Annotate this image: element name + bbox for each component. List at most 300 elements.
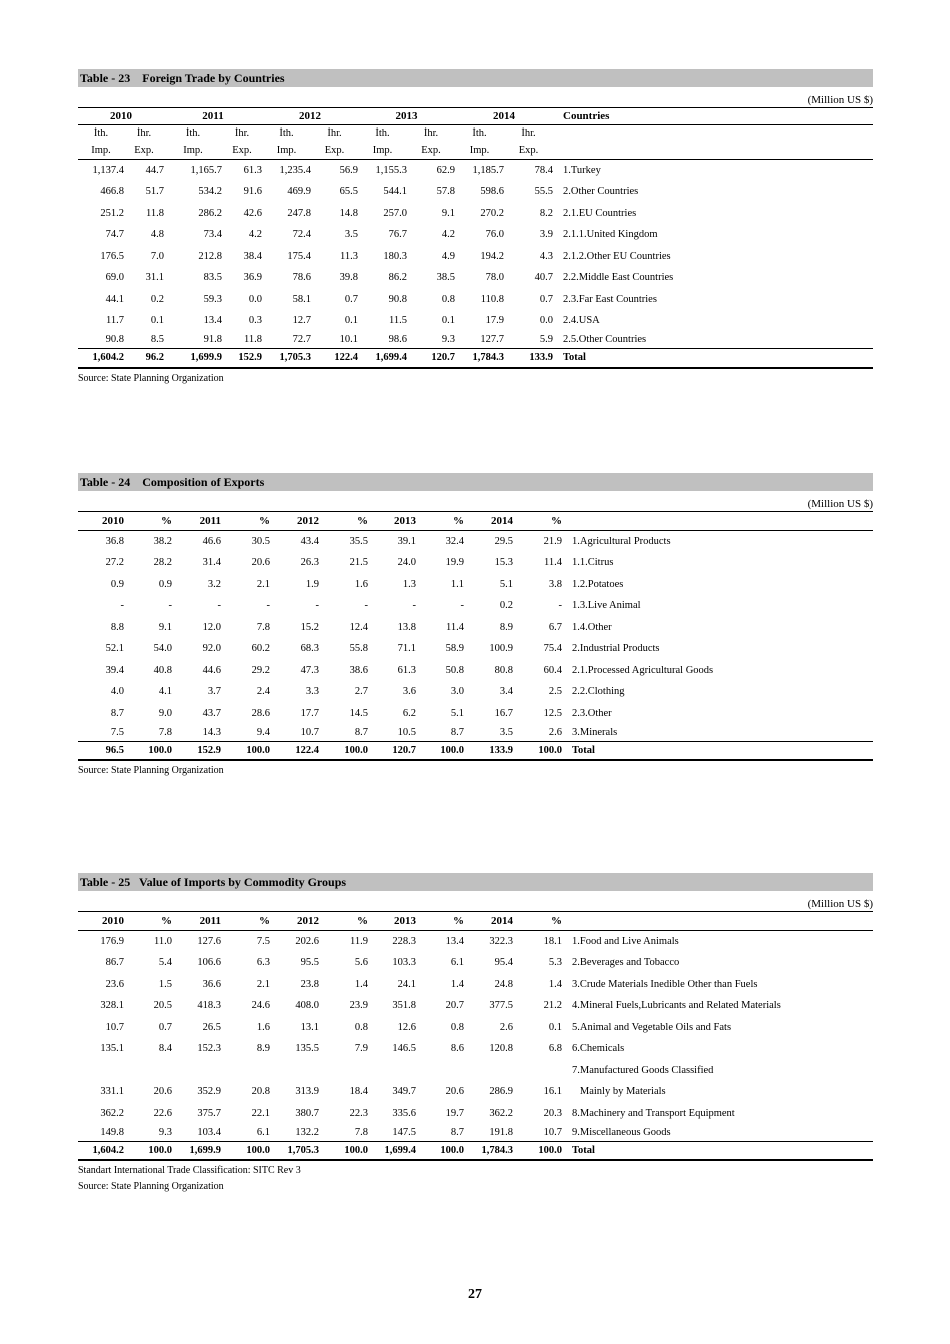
table-cell: 28.6 [251,707,270,719]
table-cell: 40.7 [534,272,553,284]
table-cell: 6.1 [256,1126,270,1138]
table-cell: 47.3 [300,664,319,676]
column-header: % [161,515,172,527]
table-row [78,638,873,660]
page-number: 27 [468,1287,482,1302]
table-cell: 11.9 [350,936,368,947]
table-cell: 127.6 [197,936,221,947]
row-label: 8.Machinery and Transport Equipment [572,1107,735,1119]
table-cell: 0.1 [441,315,455,327]
table-cell: 251.2 [100,207,124,219]
table-cell [368,1060,416,1082]
table-cell: 418.3 [197,1000,221,1012]
column-header: % [551,915,562,927]
table-cell: 10.7 [105,1021,124,1033]
table-cell: 7.5 [256,936,270,947]
sub-header: Exp. [421,144,441,156]
table-cell: 11.4 [446,621,464,633]
table-cell: 4.2 [441,229,455,241]
table-cell: 44.6 [202,664,221,676]
row-label: 2.1.Processed Agricultural Goods [572,664,714,676]
table-cell: 9.3 [441,334,455,346]
table-cell: 32.4 [445,536,464,547]
year-header: 2014 [455,108,553,125]
total-cell: 100.0 [538,744,562,756]
table-row [78,246,873,268]
table-cell: 54.0 [153,643,172,655]
total-row [78,741,873,760]
column-header: 2011 [199,515,221,527]
countries-header: Countries [553,108,873,125]
table-cell: 59.3 [203,293,222,305]
row-label: 2.Industrial Products [572,643,660,655]
row-label: 7.Manufactured Goods Classified [572,1064,714,1076]
sub-header: Exp. [324,144,345,156]
table-cell: 24.1 [397,978,416,990]
table-cell: 86.7 [105,957,124,969]
table-cell: 6.8 [548,1043,562,1055]
sub-header: Imp. [276,144,297,156]
row-label: 1.3.Live Animal [572,600,641,612]
table-cell: 286.2 [198,207,222,219]
table-cell: 180.3 [383,250,407,262]
table-cell: 10.1 [339,334,358,346]
table-cell: - [460,600,464,612]
table-cell: 103.3 [392,957,416,969]
column-header: 2013 [394,915,416,927]
table-row [78,681,873,703]
table-24-unit: (Million US $) [807,498,873,510]
total-cell: 1,784.3 [472,352,504,364]
table-cell: 95.5 [300,957,319,969]
total-cell: 100.0 [538,1144,562,1156]
row-label: 2.5.Other Countries [563,334,647,346]
table-cell: 21.2 [543,1000,562,1012]
table-cell: 2.6 [548,726,562,738]
table-cell: 71.1 [397,643,416,655]
table-cell: 0.8 [354,1021,368,1033]
table-25-source: Source: State Planning Organization [78,1181,224,1192]
table-cell: 4.8 [150,229,164,241]
table-cell: 9.1 [158,621,172,633]
table-cell: 5.6 [354,957,368,969]
table-cell: 3.5 [499,726,513,738]
table-cell [172,1060,221,1082]
row-label: 2.Other Countries [563,186,639,198]
table-cell: - [364,600,368,612]
table-cell: 352.9 [197,1086,221,1098]
table-24-source: Source: State Planning Organization [78,765,224,776]
table-cell: 135.1 [100,1043,124,1055]
table-24 [78,511,873,761]
table-25 [78,911,873,1161]
table-cell: 51.7 [145,186,164,198]
table-cell: 18.4 [349,1086,368,1098]
row-label: 2.1.EU Countries [563,207,637,219]
table-cell: 0.1 [548,1021,562,1033]
table-cell: 16.1 [543,1086,562,1098]
table-cell: 15.2 [300,621,319,633]
row-label: 2.Beverages and Tobacco [572,957,680,969]
table-cell: 2.1 [256,578,270,590]
table-cell: 1,137.4 [92,165,124,176]
table-cell: 12.0 [202,621,221,633]
total-cell: 1,705.3 [287,1144,319,1156]
table-cell: 14.5 [349,707,368,719]
row-label: 2.3.Other [572,707,612,719]
table-cell: 146.5 [392,1043,416,1055]
sub-header: Imp. [469,144,490,156]
column-header: % [453,915,464,927]
sub-header: İth. [279,127,294,139]
column-header: 2012 [297,915,319,927]
table-row [78,1081,873,1103]
table-cell: 95.4 [494,957,513,969]
table-cell: 38.6 [349,664,368,676]
table-cell: 2.1 [256,978,270,990]
table-cell: 12.6 [397,1021,416,1033]
row-label: 1.2.Potatoes [572,578,624,590]
table-row [78,931,873,953]
row-label: 2.3.Far East Countries [563,293,657,305]
table-cell [319,1060,368,1082]
total-cell: 133.9 [489,744,513,756]
table-cell: 9.1 [441,207,455,219]
table-cell: 24.6 [251,1000,270,1012]
total-label: Total [572,1144,595,1156]
table-cell: 5.1 [450,707,464,719]
table-cell: 331.1 [100,1086,124,1098]
table-cell: 3.5 [344,229,358,241]
total-label: Total [572,744,595,756]
table-cell: - [266,600,270,612]
table-cell: 58.1 [292,293,311,305]
table-cell: 11.8 [244,334,262,346]
total-cell: 1,784.3 [481,1144,513,1156]
total-cell: 120.7 [431,352,455,364]
table-23-year-header [78,108,873,125]
sub-header: İhr. [136,127,152,139]
table-cell: 1.4 [548,978,562,990]
table-cell: 127.7 [480,334,504,346]
total-label: Total [563,352,586,364]
table-cell: 43.4 [300,536,319,547]
table-cell: 466.8 [100,186,124,198]
table-row [78,332,873,349]
table-cell: 0.2 [150,293,164,305]
table-cell: - [315,600,319,612]
table-cell: 75.4 [543,643,562,655]
table-cell: 68.3 [300,643,319,655]
table-cell: 1.6 [354,578,368,590]
table-cell: 90.8 [105,334,124,346]
table-cell: 7.8 [354,1126,368,1138]
table-cell: 194.2 [480,250,504,262]
table-cell: 20.6 [445,1086,464,1098]
table-cell: 4.3 [539,250,553,262]
total-cell: 1,699.9 [190,352,222,364]
table-cell: 1,235.4 [279,165,311,176]
table-cell: 8.9 [499,621,513,633]
table-cell: 380.7 [295,1107,319,1119]
table-cell: 0.9 [110,578,124,590]
table-23-title: Table - 23 Foreign Trade by Countries [78,69,873,87]
table-row [78,552,873,574]
year-header: 2012 [262,108,358,125]
table-cell: 38.4 [243,250,262,262]
table-cell: 38.2 [153,536,172,547]
table-cell: 8.7 [450,726,464,738]
table-row [78,1017,873,1039]
table-23-source: Source: State Planning Organization [78,372,224,384]
table-cell [124,1060,172,1082]
table-row [78,1124,873,1141]
table-cell: 228.3 [392,936,416,947]
column-header: 2011 [199,915,221,927]
total-cell: 1,699.4 [384,1144,416,1156]
table-row [78,724,873,741]
sub-header: Exp. [518,144,539,156]
total-cell: 96.2 [145,352,164,364]
table-cell: 335.6 [392,1107,416,1119]
column-header: 2014 [491,515,513,527]
table-cell: 349.7 [392,1086,416,1098]
table-cell: 6.1 [450,957,464,969]
table-cell: 23.6 [105,978,124,990]
table-cell: - [120,600,124,612]
row-label: 2.4.USA [563,315,600,327]
table-cell: 351.8 [392,1000,416,1012]
column-header: % [357,915,368,927]
table-cell: 72.7 [292,334,311,346]
table-cell: - [168,600,172,612]
table-cell: 7.9 [354,1043,368,1055]
table-row [78,660,873,682]
table-cell: 13.8 [397,621,416,633]
total-row [78,349,873,368]
table-cell: 7.8 [256,621,270,633]
total-cell: 1,705.3 [279,352,311,364]
table-cell: 42.6 [243,207,262,219]
year-header: 2011 [164,108,262,125]
table-cell: 176.9 [100,936,124,947]
table-cell: 92.0 [202,643,221,655]
table-cell: 8.6 [450,1043,464,1055]
total-cell: 96.5 [105,744,124,756]
row-label: 1.Turkey [563,165,601,176]
table-cell: 8.7 [450,1126,464,1138]
table-cell: 20.8 [251,1086,270,1098]
table-23 [78,107,873,369]
sub-header: Imp. [372,144,393,156]
table-cell: 11.8 [146,207,164,219]
table-cell: 1.4 [450,978,464,990]
table-cell: 322.3 [489,936,513,947]
table-cell: 1.4 [354,978,368,990]
table-cell: 29.5 [494,536,513,547]
table-cell: 30.5 [251,536,270,547]
total-cell: 152.9 [197,744,221,756]
table-cell: 40.8 [153,664,172,676]
total-cell: 1,699.4 [375,352,407,364]
column-header: 2010 [102,515,124,527]
table-cell: 3.0 [450,686,464,698]
row-label: 2.1.1.United Kingdom [563,229,658,241]
table-row [78,289,873,311]
table-cell: 103.4 [197,1126,221,1138]
sub-header: İhr. [234,127,250,139]
table-cell: 106.6 [197,957,221,969]
table-cell [221,1060,270,1082]
sub-header: İth. [185,127,201,139]
table-cell: 7.5 [110,726,124,738]
table-cell: 149.8 [100,1126,124,1138]
table-cell: 24.8 [494,978,513,990]
table-cell: 90.8 [388,293,407,305]
table-cell: 9.0 [158,707,172,719]
total-cell: 100.0 [440,744,464,756]
table-cell: 78.0 [485,272,504,284]
table-cell: 39.1 [397,536,416,547]
table-cell: 152.3 [197,1043,221,1055]
table-cell: 91.6 [243,186,262,198]
table-cell [78,1060,124,1082]
table-25-unit: (Million US $) [807,898,873,910]
sub-header: İth. [472,127,487,139]
row-label: Mainly by Materials [572,1086,666,1098]
table-cell: 18.1 [543,936,562,947]
table-cell: 7.0 [150,250,164,262]
table-cell: 469.9 [287,186,311,198]
table-cell: 17.9 [485,315,504,327]
total-cell: 100.0 [344,1144,368,1156]
table-cell: 36.8 [105,536,124,547]
total-cell: 133.9 [529,352,553,364]
row-label: 1.4.Other [572,621,612,633]
table-cell: 191.8 [489,1126,513,1138]
table-cell: 0.8 [450,1021,464,1033]
table-cell: 17.7 [300,707,319,719]
total-cell: 152.9 [238,352,262,364]
table-cell: 135.5 [295,1043,319,1055]
table-cell: 83.5 [203,272,222,284]
table-24-header [78,512,873,531]
table-cell: 0.3 [248,315,262,327]
table-cell: 29.2 [251,664,270,676]
table-cell: 1,155.3 [375,165,407,176]
table-cell: 3.9 [539,229,553,241]
table-cell: 58.9 [445,643,464,655]
table-cell: 13.4 [445,936,464,947]
row-label: 3.Minerals [572,726,618,738]
table-row [78,1060,873,1082]
table-cell: 544.1 [383,186,407,198]
table-cell: 98.6 [388,334,407,346]
table-cell: 28.2 [153,557,172,569]
table-cell: 8.7 [354,726,368,738]
column-header: % [453,515,464,527]
table-cell: 6.2 [402,707,416,719]
table-cell: 1.3 [402,578,416,590]
table-cell: 0.9 [158,578,172,590]
table-cell: 43.7 [202,707,221,719]
table-cell: 5.9 [539,334,553,346]
table-row [78,974,873,996]
total-cell: 120.7 [392,744,416,756]
table-cell: 69.0 [105,272,124,284]
table-cell: 2.4 [256,686,270,698]
table-cell: 35.5 [349,536,368,547]
table-cell: 65.5 [339,186,358,198]
column-header: 2013 [394,515,416,527]
column-header: % [259,915,270,927]
row-label: 4.Mineral Fuels,Lubricants and Related Materials [572,1000,781,1012]
table-cell: 39.8 [339,272,358,284]
sub-header: Imp. [91,144,111,156]
row-label: 3.Crude Materials Inedible Other than Fuels [572,978,758,990]
table-cell [270,1060,319,1082]
table-cell: 362.2 [489,1107,513,1119]
table-cell: 8.9 [256,1043,270,1055]
table-row [78,595,873,617]
table-cell: 20.7 [445,1000,464,1012]
table-cell: 313.9 [295,1086,319,1098]
table-cell: 377.5 [489,1000,513,1012]
total-cell: 122.4 [295,744,319,756]
table-cell: 76.7 [388,229,407,241]
table-cell: 73.4 [203,229,222,241]
total-cell: 100.0 [148,1144,172,1156]
row-label: 1.Agricultural Products [572,536,671,547]
sub-header: İth. [375,127,390,139]
row-label: 2.2.Clothing [572,686,625,698]
table-cell: 6.7 [548,621,562,633]
sub-header: İth. [93,127,109,139]
table-cell: 3.3 [305,686,319,698]
total-cell: 100.0 [440,1144,464,1156]
table-cell: 1.9 [305,578,319,590]
table-cell: 1,165.7 [190,165,222,176]
table-cell: 78.4 [534,165,553,176]
table-cell: 0.7 [344,293,358,305]
table-cell: 8.8 [110,621,124,633]
table-cell: 3.8 [548,578,562,590]
table-cell: 16.7 [494,707,513,719]
table-cell: 13.4 [203,315,222,327]
table-cell: 27.2 [105,557,124,569]
table-cell: 286.9 [489,1086,513,1098]
table-cell: 0.0 [539,315,553,327]
table-cell: 408.0 [295,1000,319,1012]
sub-header: Exp. [232,144,252,156]
table-row [78,1038,873,1060]
table-cell: 7.8 [158,726,172,738]
table-cell: 1.6 [256,1021,270,1033]
table-cell: 62.9 [436,165,455,176]
table-cell: - [558,600,562,612]
table-cell: 26.3 [300,557,319,569]
table-cell: 3.2 [207,578,221,590]
table-cell: 4.0 [110,686,124,698]
table-cell: 50.8 [445,664,464,676]
table-row [78,160,873,182]
total-cell: 1,604.2 [92,1144,124,1156]
table-cell: 270.2 [480,207,504,219]
total-cell: 100.0 [344,744,368,756]
total-cell: 1,699.9 [189,1144,221,1156]
table-row [78,952,873,974]
table-cell: 11.4 [544,557,562,569]
